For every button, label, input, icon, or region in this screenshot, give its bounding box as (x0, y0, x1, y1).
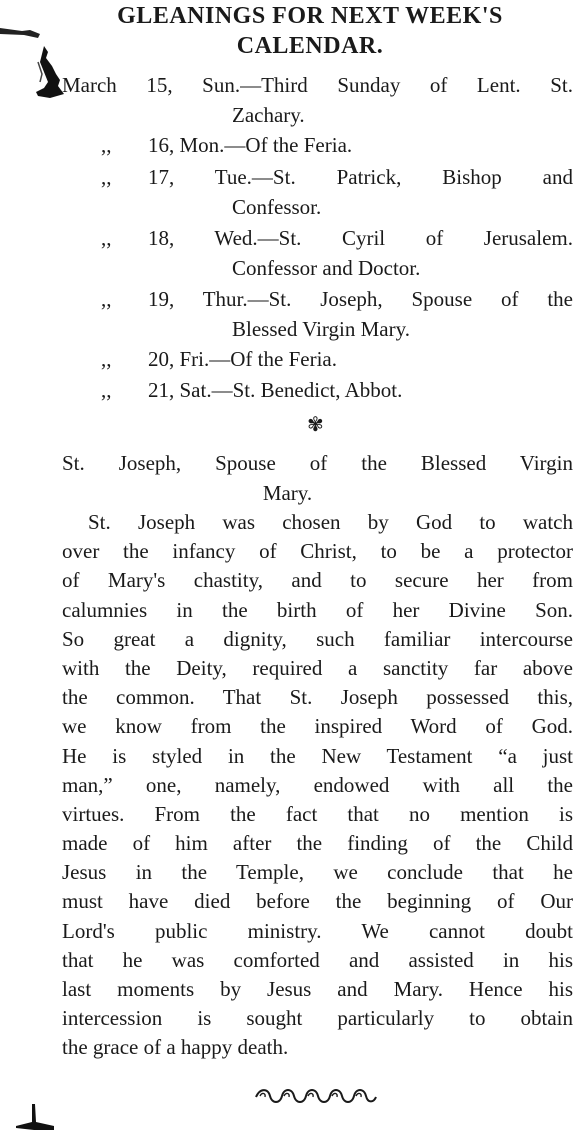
calendar-entry-continuation: Confessor. (232, 195, 322, 219)
article-body (62, 508, 573, 1063)
calendar-entry-continuation: Confessor and Doctor. (232, 256, 421, 280)
calendar-entry (0, 223, 575, 287)
page-title-line-2: CALENDAR. (236, 33, 384, 59)
ink-smudge-bottom-left (14, 1104, 54, 1134)
body-line: So great a dignity, such familiar intercourse (62, 626, 573, 651)
calendar-entry-date-line: 19, Thur.—St. Joseph, Spouse of the (148, 287, 573, 311)
article-heading-line-2: Mary. (262, 481, 313, 505)
body-line: He is styled in the New Testament “a just (62, 743, 573, 768)
fleuron-separator: ✾ (307, 414, 324, 436)
body-line: with the Deity, required a sanctity far above (62, 655, 573, 680)
ditto-mark: ,, (101, 226, 112, 250)
ditto-mark: ,, (101, 133, 112, 157)
body-line: calumnies in the birth of her Divine Son. (62, 597, 573, 622)
article-heading-line-1: St. Joseph, Spouse of the Blessed Virgin (62, 451, 573, 475)
calendar-entry-date-line: 20, Fri.—Of the Feria. (148, 347, 337, 371)
calendar-entry-date-line: 18, Wed.—St. Cyril of Jerusalem. (148, 226, 573, 250)
calendar-entry-date-line: 17, Tue.—St. Patrick, Bishop and (148, 165, 573, 189)
calendar-entry-continuation: Zachary. (232, 103, 305, 127)
calendar-entry (0, 284, 575, 348)
calendar-entry (0, 162, 575, 226)
page-title-line-1: GLEANINGS FOR NEXT WEEK'S (117, 3, 503, 29)
calendar-entry-continuation: Blessed Virgin Mary. (232, 317, 411, 341)
body-line: must have died before the beginning of Our (62, 889, 573, 914)
body-line: man,” one, namely, endowed with all the (62, 772, 573, 797)
body-line: the common. That St. Joseph possessed this, (62, 685, 573, 710)
body-line: over the infancy of Christ, to be a protector (62, 539, 573, 564)
body-line: the grace of a happy death. (62, 1035, 289, 1060)
ditto-mark: ,, (101, 378, 112, 402)
body-line: made of him after the finding of the Child (62, 831, 573, 856)
body-line: we know from the inspired Word of God. (62, 714, 573, 739)
calendar-entry (0, 70, 575, 134)
body-line: that he was comforted and assisted in his (62, 947, 573, 972)
calendar-entry-date-line: March 15, Sun.—Third Sunday of Lent. St. (62, 73, 573, 97)
wave-scroll-ornament-icon (252, 1084, 380, 1110)
calendar-entry-date-line: 21, Sat.—St. Benedict, Abbot. (148, 378, 403, 402)
body-line: of Mary's chastity, and to secure her from (62, 568, 573, 593)
body-line: St. Joseph was chosen by God to watch (88, 510, 573, 534)
calendar-entry-date-line: 16, Mon.—Of the Feria. (148, 133, 353, 157)
body-line: intercession is sought particularly to obtain (62, 1006, 573, 1031)
ditto-mark: ,, (101, 347, 112, 371)
body-line: Jesus in the Temple, we conclude that he (62, 860, 573, 885)
ditto-mark: ,, (101, 165, 112, 189)
body-line: last moments by Jesus and Mary. Hence his (62, 977, 573, 1001)
ditto-mark: ,, (101, 287, 112, 311)
calendar-entry (0, 375, 575, 439)
body-line: Lord's public ministry. We cannot doubt (62, 918, 573, 943)
body-line: virtues. From the fact that no mention is (62, 801, 573, 826)
